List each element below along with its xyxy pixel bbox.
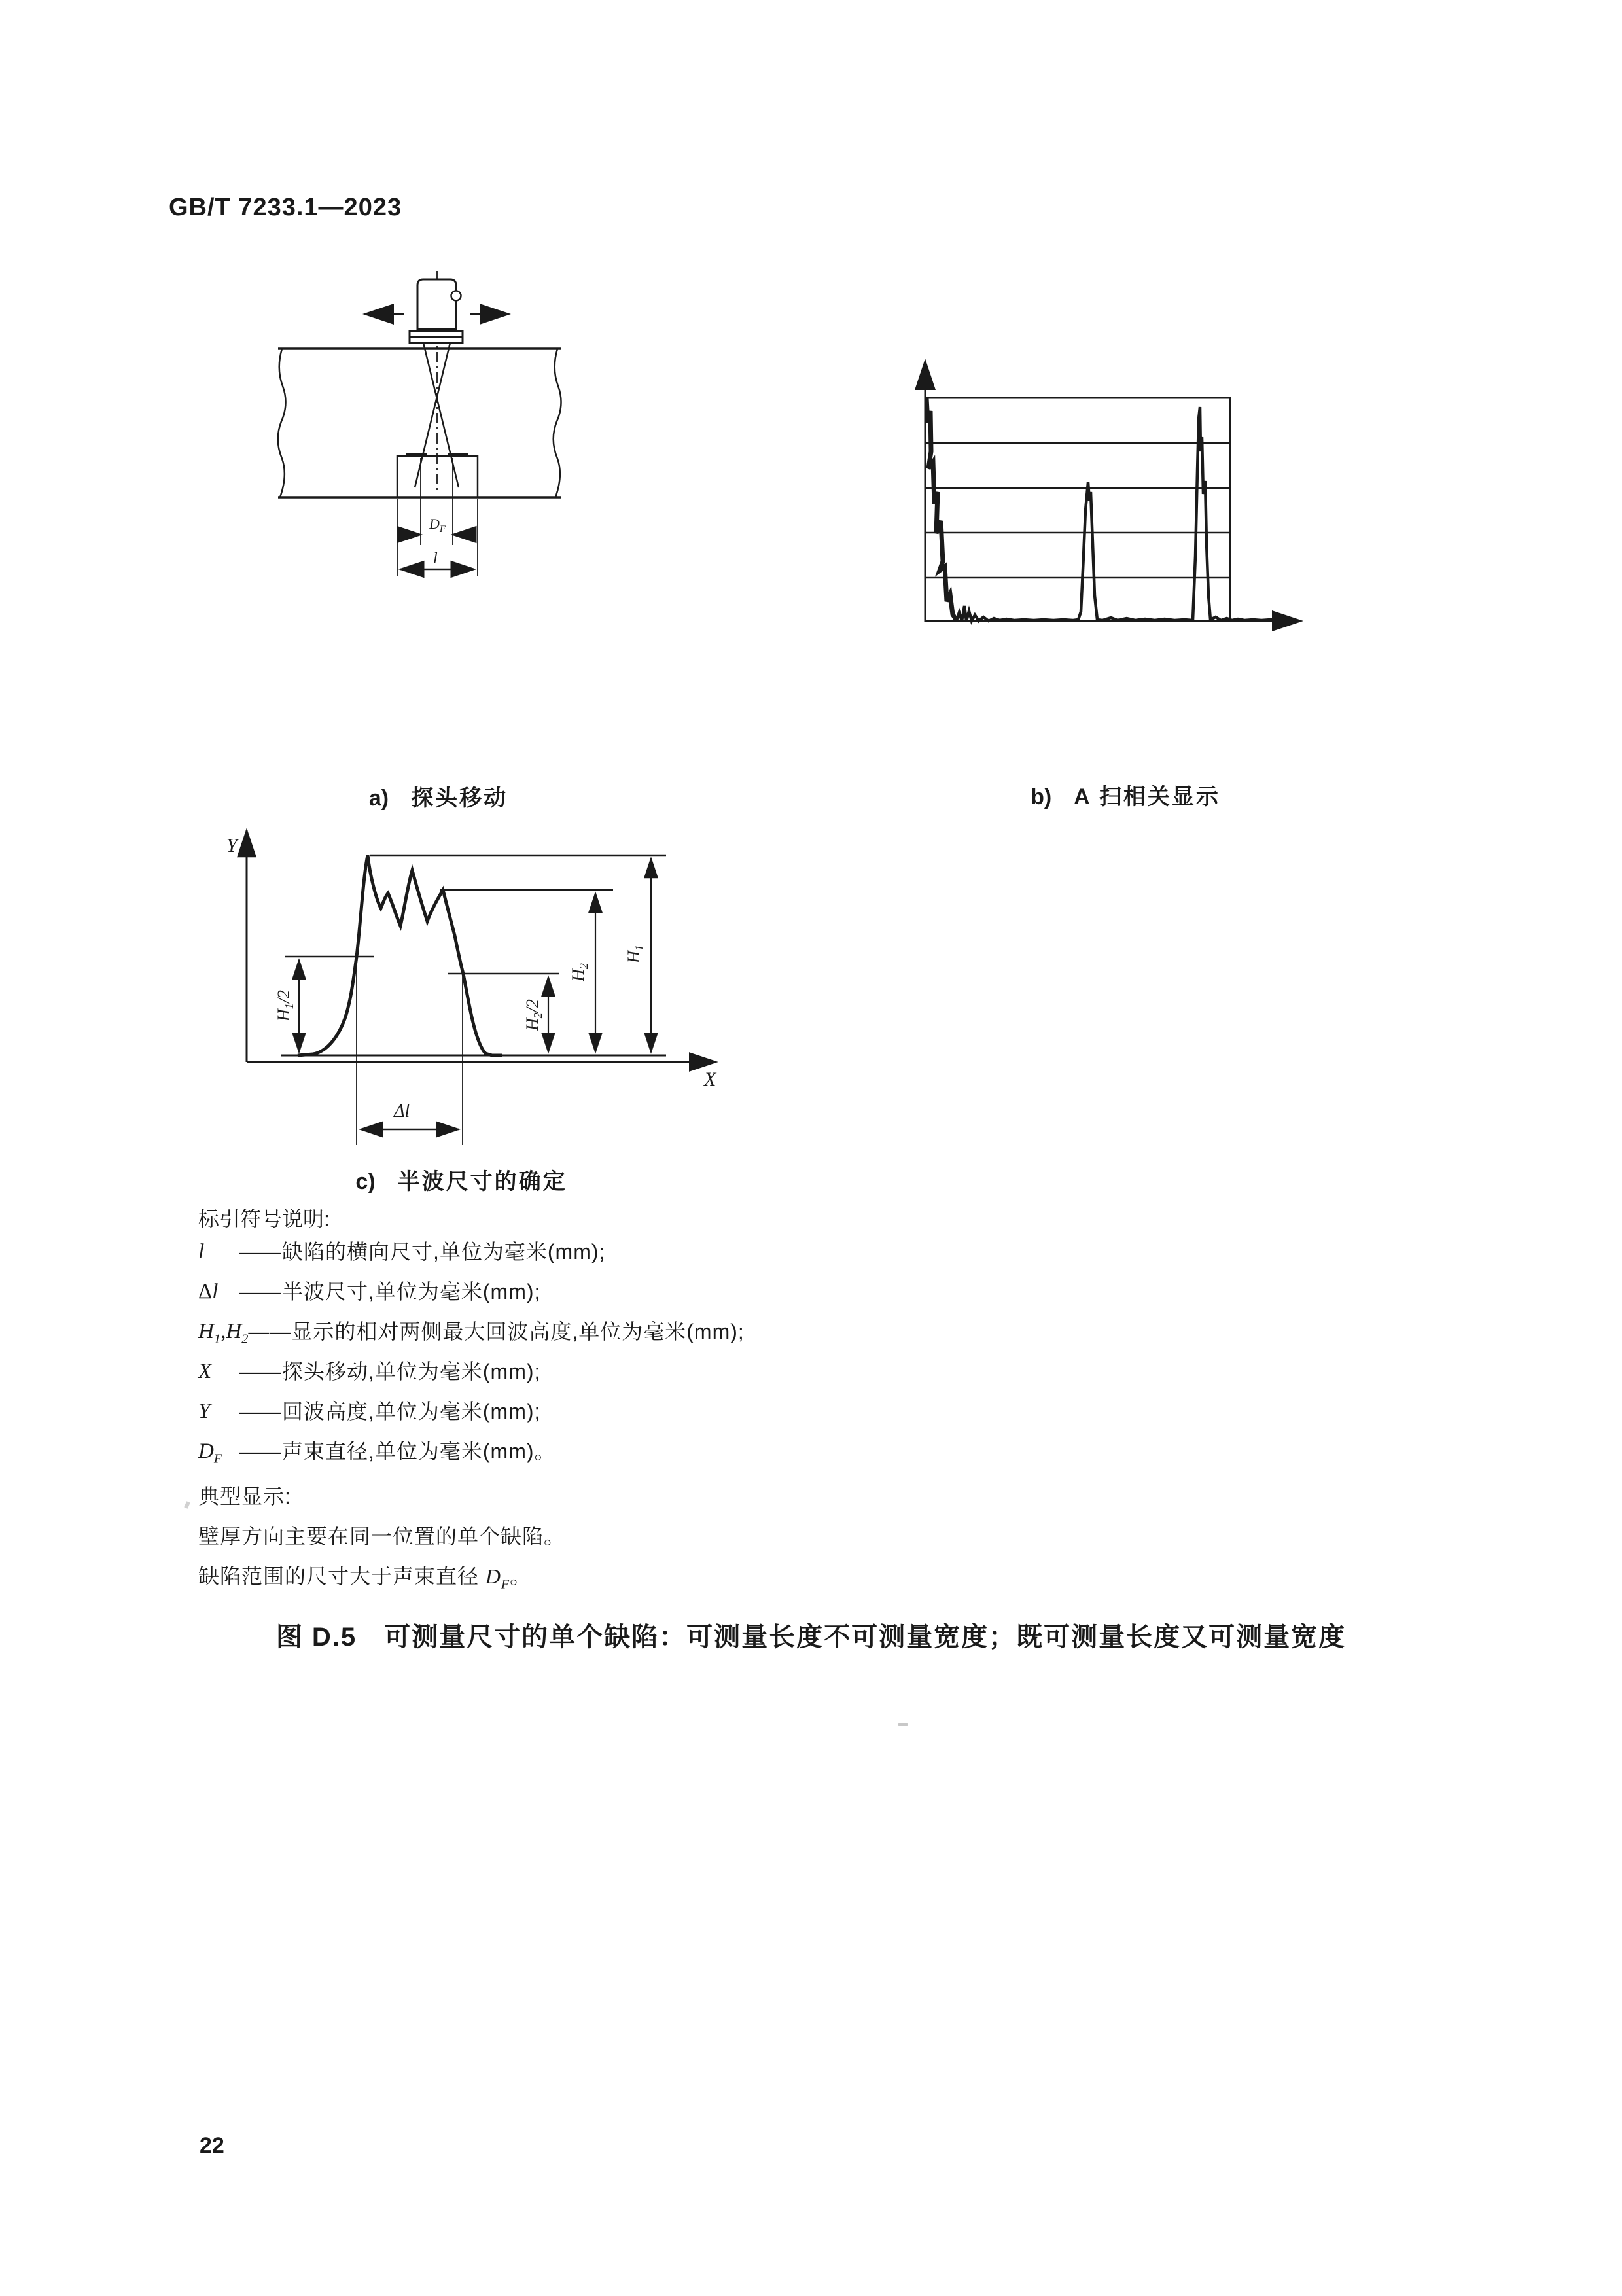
legend-list — [198, 1239, 745, 1478]
figure-c-halfwave-diagram — [216, 821, 733, 1155]
scan-artifact — [184, 1501, 190, 1509]
legend-symbol: X — [198, 1360, 212, 1383]
note-line-2-text: 缺陷范围的尺寸大于声束直径 — [198, 1564, 485, 1588]
beam-edge-right — [415, 343, 450, 487]
caption-c — [314, 1163, 608, 1195]
probe-body — [417, 279, 456, 329]
legend-row-h1-h2 — [198, 1318, 745, 1358]
note-line-2-period: 。 — [510, 1564, 532, 1588]
typical-display-title: 典型显示: — [198, 1485, 291, 1508]
caption-c-label: c) — [355, 1169, 376, 1194]
caption-a-title: 探头移动 — [411, 786, 508, 811]
page-number: 22 — [200, 2133, 224, 2158]
delta-l-label: Δl — [394, 1101, 410, 1122]
legend-row-y — [198, 1398, 745, 1438]
note-line-2 — [198, 1560, 531, 1592]
legend-row-delta-l — [198, 1279, 745, 1318]
scan-artifact — [898, 1723, 908, 1726]
legend-symbol: $H_1,H_2$ — [198, 1320, 249, 1347]
legend-symbol: $D_F$ — [198, 1439, 222, 1466]
legend-desc: ——探头移动,单位为毫米(mm); — [239, 1360, 541, 1383]
legend-desc: ——回波高度,单位为毫米(mm); — [239, 1400, 541, 1423]
slab-right-break-line — [554, 349, 561, 497]
ascan-signal-trace — [957, 407, 1290, 621]
ascan-screen-box — [925, 398, 1230, 621]
defect-length-label: l — [433, 550, 438, 567]
df-symbol: $D_F$ — [485, 1564, 510, 1592]
h2-label: $H_2$ — [569, 963, 590, 981]
figure-b-ascan-diagram — [903, 340, 1322, 641]
legend-desc: ——缺陷的横向尺寸,单位为毫米(mm); — [239, 1240, 606, 1263]
legend-desc: ——半波尺寸,单位为毫米(mm); — [239, 1280, 541, 1303]
legend-desc: ——显示的相对两侧最大回波高度,单位为毫米(mm); — [248, 1320, 745, 1343]
h2-half-label: $H_2/2$ — [523, 998, 544, 1031]
legend-symbol: l — [198, 1240, 205, 1263]
legend-symbol: Y — [198, 1400, 211, 1423]
probe-connector-knob — [451, 291, 461, 301]
caption-b — [1008, 779, 1243, 811]
ascan-initial-pulse — [926, 398, 957, 620]
legend-row-l — [198, 1239, 745, 1279]
note-line-1: 壁厚方向主要在同一位置的单个缺陷。 — [198, 1525, 566, 1548]
c-y-axis-label: Y — [226, 835, 238, 857]
figure-a-probe-movement-diagram — [262, 262, 576, 713]
legend-symbol: Δl — [198, 1280, 219, 1303]
h1-label: $H_1$ — [624, 945, 646, 963]
caption-b-title: A 扫相关显示 — [1074, 785, 1220, 809]
legend-row-df — [198, 1438, 745, 1478]
document-header: GB/T 7233.1—2023 — [169, 194, 402, 221]
legend-desc: ——声束直径,单位为毫米(mm)。 — [239, 1439, 556, 1463]
legend-row-x — [198, 1358, 745, 1398]
beam-edge-left — [423, 343, 459, 487]
beam-diameter-label: $D_F$ — [429, 516, 446, 535]
caption-b-label: b) — [1031, 785, 1052, 809]
legend-title: 标引符号说明: — [198, 1207, 330, 1231]
caption-a — [275, 780, 602, 812]
caption-c-title: 半波尺寸的确定 — [397, 1169, 567, 1194]
caption-a-label: a) — [368, 786, 389, 811]
slab-left-break-line — [278, 349, 286, 497]
figure-caption: 图 D.5 可测量尺寸的单个缺陷：可测量长度不可测量宽度；既可测量长度又可测量宽度 — [275, 1623, 1347, 1651]
c-x-axis-label: X — [704, 1069, 716, 1090]
h1-half-label: $H_1/2$ — [274, 989, 296, 1022]
echo-envelope-curve — [298, 855, 502, 1055]
